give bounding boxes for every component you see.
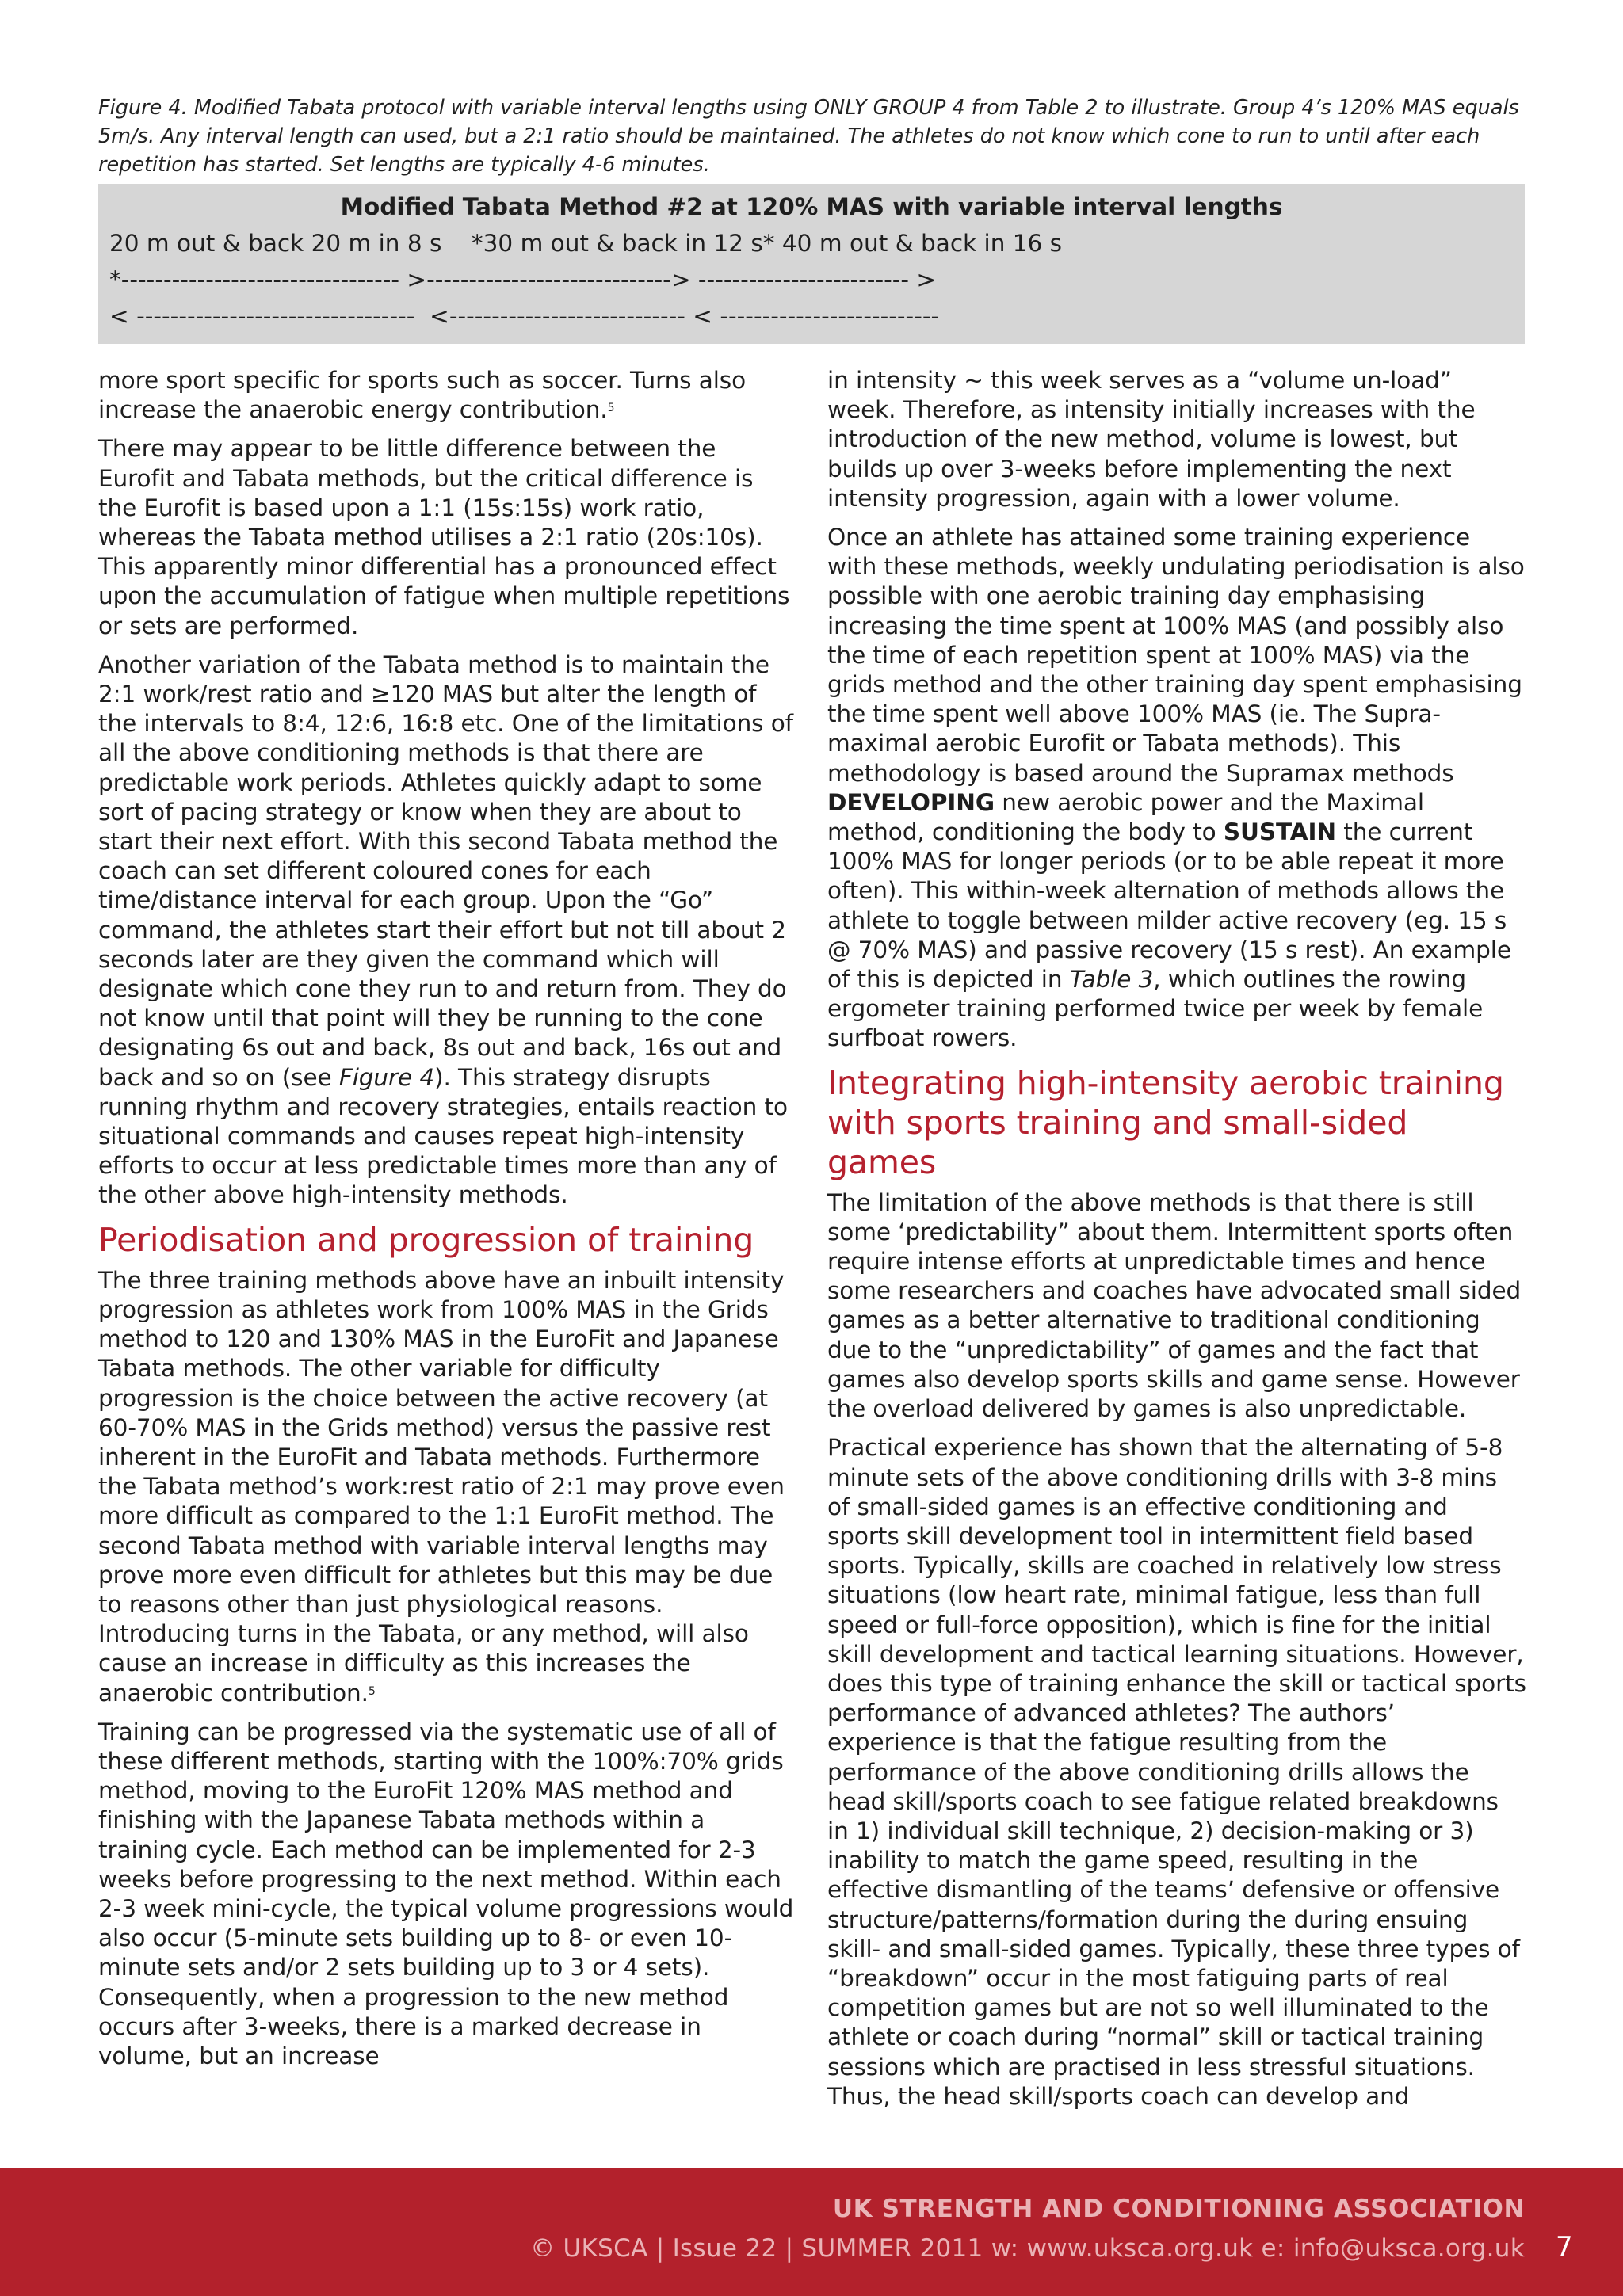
section-heading-periodisation: Periodisation and progression of training bbox=[98, 1220, 754, 1259]
paragraph: Training can be progressed via the systematic use of all of these different methods, starting with the 100%:70% grids method, moving to the EuroFit 120% MAS method and finishing with the Japanese Tabata methods within a training cycle. Each method can be implemented for 2-3 weeks before progressing to the next method. Within each 2-3 week mini-cycle, the typical volume progressions would also occur (5-minute sets building up to 8- or even 10-minute sets and/or 2 sets building up to 3 or 4 sets). Consequently, when a progression to the new method occurs after 3-weeks, there is a marked decrease in volume, but an increase bbox=[98, 1718, 794, 2069]
right-column bbox=[827, 366, 1526, 2121]
paragraph: more sport specific for sports such as soccer. Turns also increase the anaerobic energy contribution.$^5$ bbox=[98, 367, 747, 424]
paragraph: There may appear to be little difference between the Eurofit and Tabata methods, but the critical difference is the Eurofit is based upon a 1:1 (15s:15s) work ratio, whereas the Tabata method utilises a 2:1 ratio (20s:10s). This apparently minor differential has a pronounced effect upon the accumulation of fatigue when multiple repetitions or sets are performed. bbox=[98, 435, 790, 639]
left-column bbox=[98, 366, 797, 2081]
figure-title: Modified Tabata Method #2 at 120% MAS with variable interval lengths bbox=[340, 193, 1283, 220]
paragraph: in intensity ~ this week serves as a “volume un-load” week. Therefore, as intensity initially increases with the introduction of the new method, volume is lowest, but builds up over 3-weeks before implementing the next intensity progression, again with a lower volume. bbox=[827, 367, 1476, 512]
figure-reference: Figure 4 bbox=[338, 1063, 435, 1091]
paragraph: The limitation of the above methods is that there is still some ‘predictability” about them. Intermittent sports often require intense efforts at unpredictable times and hence some researchers and coaches have advocated small sided games as a better alternative to traditional conditioning due to the “unpredictability” of games and the fact that games also develop sports skills and game sense. However the overload delivered by games is also unpredictable. bbox=[827, 1188, 1522, 1423]
section-heading-integrating: Integrating high-intensity aerobic training with sports training and small-sided games bbox=[827, 1063, 1504, 1181]
paragraph: The three training methods above have an inbuilt intensity progression as athletes work from 100% MAS in the Grids method to 120 and 130% MAS in the EuroFit and Japanese Tabata methods. The other variable for difficulty progression is the choice between the active recovery (at 60-70% MAS in the Grids method) versus the passive rest inherent in the EuroFit and Tabata methods. Furthermore the Tabata method’s work:rest ratio of 2:1 may prove even more difficult as compared to the 1:1 EuroFit method. The second Tabata method with variable interval lengths may prove more even difficult for athletes but this may be due to reasons other than just physiological reasons. Introducing turns in the Tabata, or any method, will also cause an increase in difficulty as this increases the anaerobic contribution.$^5$ bbox=[98, 1266, 785, 1707]
bold-term: SUSTAIN bbox=[1223, 818, 1336, 846]
paragraph: Once an athlete has attained some training experience with these methods, weekly undulating periodisation is also possible with one aerobic training day emphasising increasing the time spent at 100% MAS (and possibly also the time of each repetition spent at 100% MAS) via the grids method and the other training day spent emphasising the time spent well above 100% MAS (ie. The Supra-maximal aerobic Eurofit or Tabata methods). This methodology is based around the Supramax methods DEVELOPING new aerobic power and the Maximal method, conditioning the body to SUSTAIN the current 100% MAS for longer periods (or to be able repeat it more often). This within-week alternation of methods allows the athlete to toggle between milder active recovery (eg. 15 s @ 70% MAS) and passive recovery (15 s rest). An example of this is depicted in Table 3, which outlines the rowing ergometer training performed twice per week by female surfboat rowers. bbox=[827, 524, 1525, 1052]
reference-number: 5 bbox=[368, 1684, 376, 1698]
figure-4-box bbox=[98, 184, 1525, 344]
figure-row-back-arrows: < --------------------------------- <---------------------------- < -------------------------- bbox=[109, 303, 940, 330]
table-reference: Table 3 bbox=[1069, 966, 1154, 994]
bold-term: DEVELOPING bbox=[827, 788, 995, 816]
paragraph: Practical experience has shown that the alternating of 5-8 minute sets of the above conditioning drills with 3-8 mins of small-sided games is an effective conditioning and sports skill development tool in intermittent field based sports. Typically, skills are coached in relatively low stress situations (low heart rate, minimal fatigue, less than full speed or full-force opposition), which is fine for the initial skill development and tactical learning situations. However, does this type of training enhance the skill or tactical sports performance of advanced athletes? The authors’ experience is that the fatigue resulting from the performance of the above conditioning drills allows the head skill/sports coach to see fatigue related breakdowns in 1) individual skill technique, 2) decision-making or 3) inability to match the game speed, resulting in the effective dismantling of the teams’ defensive or offensive structure/patterns/formation during the during ensuing skill- and small-sided games. Typically, these three types of “breakdown” occur in the most fatiguing parts of real competition games but are not so well illuminated to the athlete or coach during “normal” skill or tactical training sessions which are practised in less stressful situations. Thus, the head skill/sports coach can develop and bbox=[827, 1434, 1526, 2110]
page-number: 7 bbox=[1556, 2231, 1573, 2263]
paragraph: Another variation of the Tabata method is to maintain the 2:1 work/rest ratio and ≥120 MAS but alter the length of the intervals to 8:4, 12:6, 16:8 etc. One of the limitations of all the above conditioning methods is that there are predictable work periods. Athletes quickly adapt to some sort of pacing strategy or know when they are about to start their next effort. With this second Tabata method the coach can set different coloured cones for each time/distance interval for each group. Upon the “Go” command, the athletes start their effort but not till about 2 seconds later are they given the command which will designate which cone they run to and return from. They do not know until that point will they be running to the cone designating 6s out and back, 8s out and back, 16s out and back and so on (see Figure 4). This strategy disrupts running rhythm and recovery strategies, entails reaction to situational commands and causes repeat high-intensity efforts to occur at less predictable times more than any of the other above high-intensity methods. bbox=[98, 650, 793, 1209]
footer-contact-info: © UKSCA | Issue 22 | SUMMER 2011 w: www.uksca.org.uk e: info@uksca.org.uk bbox=[530, 2234, 1525, 2263]
figure-caption: Figure 4. Modified Tabata protocol with variable interval lengths using ONLY GROUP 4 from Table 2 to illustrate. Group 4’s 120% MAS equals 5m/s. Any interval length can used, but a 2:1 ratio should be maintained. The athletes do not know which cone to run to until after each repetition has started. Set lengths are typically 4-6 minutes. bbox=[98, 96, 1519, 177]
footer-organisation: UK STRENGTH AND CONDITIONING ASSOCIATION bbox=[832, 2195, 1525, 2223]
page-footer bbox=[0, 2168, 1623, 2296]
reference-number: 5 bbox=[607, 402, 615, 415]
figure-row-out-arrows: *--------------------------------- >-----------------------------> ------------------------- > bbox=[109, 266, 937, 293]
figure-row-distances: 20 m out & back 20 m in 8 s *30 m out & back in 12 s* 40 m out & back in 16 s bbox=[109, 230, 1063, 257]
